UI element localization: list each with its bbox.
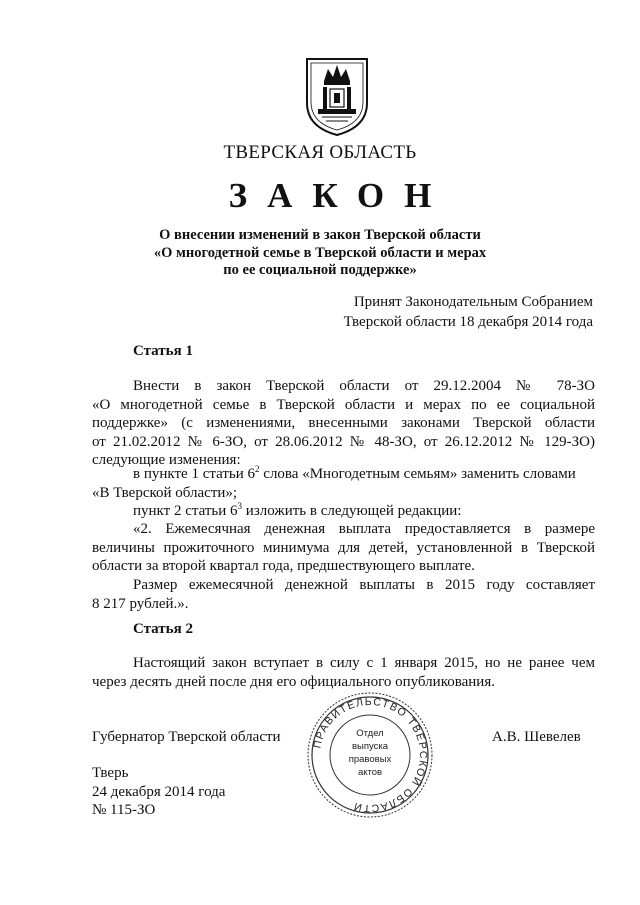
superscript: 2: [255, 464, 260, 474]
governor-name: А.В. Шевелев: [492, 729, 581, 745]
article-2-paragraph-1: [92, 654, 595, 691]
text-fragment: в пункте 1 статьи 6: [133, 466, 256, 482]
stamp-center-line: актов: [357, 767, 383, 778]
text-line: следующие изменения:: [92, 452, 241, 469]
subtitle-line-1: О внесении изменений в закон Тверской области: [159, 227, 481, 243]
text-line: [92, 465, 595, 484]
text-line: 8 217 рублей.».: [92, 595, 189, 612]
text-fragment: слова «Многодетным семьям» заменить словами: [259, 466, 576, 482]
text-line: Настоящий закон вступает в силу с 1 января 2015, но не ранее чем: [133, 655, 595, 671]
text-line: через десять дней после дня его официального опубликования.: [92, 673, 495, 690]
adoption-line-2: Тверской области 18 декабря 2014 года: [343, 314, 593, 330]
text-fragment: изложить в следующей редакции:: [242, 503, 462, 519]
stamp-center-line: правовых: [348, 754, 392, 765]
article-1-paragraph-3: [92, 502, 595, 521]
text-line: поддержке» (с изменениями, внесенными законами Тверской области: [92, 415, 595, 432]
law-number: № 115-ЗО: [92, 802, 156, 818]
stamp-center-line: выпуска: [351, 741, 389, 752]
superscript: 3: [237, 501, 243, 511]
adoption-note: [263, 292, 593, 332]
subtitle-line-2: «О многодетной семье в Тверской области и мерах: [153, 244, 487, 261]
article-1-paragraph-4: [92, 520, 595, 576]
stamp-ring-text: ПРАВИТЕЛЬСТВО ТВЕРСКОЙ ОБЛАСТИ: [311, 695, 430, 815]
stamp-center-line: Отдел: [356, 728, 384, 739]
coat-of-arms-emblem: [302, 55, 372, 137]
article-2-title: Статья 2: [133, 621, 193, 637]
text-line: Внести в закон Тверской области от 29.12.2004 № 78-ЗО: [133, 378, 595, 394]
place: Тверь: [92, 765, 129, 781]
region-title: ТВЕРСКАЯ ОБЛАСТЬ: [223, 142, 417, 163]
governor-position: Губернатор Тверской области: [92, 729, 281, 745]
article-1-paragraph-5: [92, 576, 595, 613]
adoption-line-1: Принят Законодательным Собранием: [353, 294, 593, 310]
text-line: Размер ежемесячной денежной выплаты в 2015 году составляет: [133, 577, 595, 593]
document-footer: [92, 764, 225, 820]
text-line: области за второй квартал года, предшествующего выплате.: [92, 558, 475, 575]
text-line: [92, 502, 595, 521]
document-type-title: ЗАКОН: [228, 176, 452, 215]
text-fragment: пункт 2 статьи 6: [133, 503, 238, 519]
text-line: «В Тверской области»;: [92, 484, 238, 501]
article-1-paragraph-1: [92, 377, 595, 470]
text-line: «2. Ежемесячная денежная выплата предоставляется в размере: [133, 521, 595, 537]
official-stamp: [305, 690, 435, 820]
text-line: «О многодетной семье в Тверской области и мерах по ее социальной: [92, 396, 595, 413]
text-line: от 21.02.2012 № 6-ЗО, от 28.06.2012 № 48-ЗО, от 26.12.2012 № 129-ЗО): [92, 433, 595, 450]
article-1-title: Статья 1: [133, 343, 193, 359]
text-line: величины прожиточного минимума для детей, установленной в Тверской: [92, 539, 595, 556]
law-subtitle: [0, 227, 640, 280]
article-1-paragraph-2: [92, 465, 595, 502]
subtitle-line-3: по ее социальной поддержке»: [223, 262, 417, 278]
signing-date: 24 декабря 2014 года: [92, 783, 226, 800]
